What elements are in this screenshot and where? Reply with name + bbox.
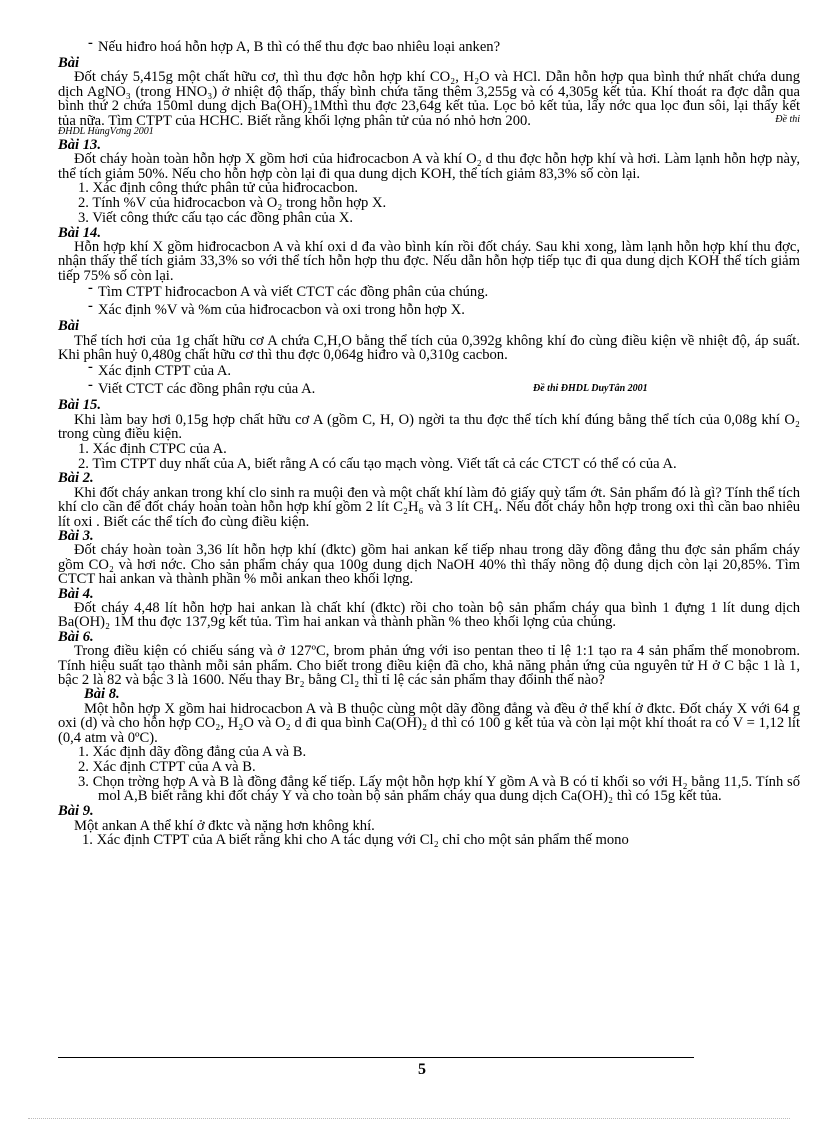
list-item: 3. Viết công thức cấu tạo các đồng phân của X. bbox=[78, 209, 354, 226]
exercise-text: Đốt cháy 4,48 lít hỗn hợp hai ankan là chất khí (đktc) rồi cho toàn bộ sản phẩm cháy qua bình 1 đựng 1 lít dung dịch Ba(OH)₂ 1M thu đợc 137,9g kết tủa. Tìm hai ankan và thành phần % theo khối lợng của chúng. bbox=[58, 599, 800, 631]
exercise-text: Khi đốt cháy ankan trong khí clo sinh ra muội đen và một chất khí làm đỏ giấy quỳ tẩm ớt. Sản phẩm đó là gì? Tính thể tích khí clo cần để đốt cháy hoàn toàn hỗn hợp khí gồm 2 lít C₂H₆ và 3 lít CH₄. Nếu đốt cháy hỗn hợp trong oxi thì cần bao nhiêu lít oxi . Biết các thể tích đo cùng điều kiện. bbox=[58, 484, 800, 530]
exercise-text: Một ankan A thể khí ở đktc và nặng hơn không khí. bbox=[74, 817, 375, 834]
exercise-title: Bài 6. bbox=[58, 628, 94, 645]
exercise-text: Đốt cháy 5,415g một chất hữu cơ, thì thu đợc hỗn hợp khí CO₂, H₂O và HCl. Dẫn hỗn hợp qua bình thứ nhất chứa dung dịch AgNO₃ (trong HNO₃) ở nhiệt độ thấp, thấy bình chứa tăng thêm 3,255g và có 4,305g kết tủa. Khí thoát ra đợc dẫn qua bình thứ 2 chứa 150ml dung dịch Ba(OH)₂1Mthì thu đợc 23,64g kết tủa. Lọc bỏ kết tủa, lấy nớc qua lọc đun sôi, lại thấy kết tủa nữa. Tìm CTPT của HCHC. Biết rằng khối lợng phân tử của nó nhỏ hơn 200. bbox=[58, 69, 800, 129]
footer-divider bbox=[58, 1057, 694, 1058]
exercise-text: Trong điều kiện có chiếu sáng và ở 127ºC, brom phản ứng với iso pentan theo tỉ lệ 1:1 tạo ra 4 sản phẩm thế monobrom. Tính hiệu suất tạo thành mỗi sản phẩm. Cho biết trong điều kiện đã cho, khả năng phản ứng của nguyên tử H ở C bậc 1 là 1, bậc 2 là 82 và bậc 3 là 1600. Nếu thay Br₂ bằng Cl₂ thì tỉ lệ các sản phẩm thay đổinh thế nào? bbox=[58, 643, 800, 688]
exercise-text: Một hỗn hợp X gồm hai hidrocacbon A và B thuộc cùng một dãy đồng đẳng và đều ở thể khí ở đktc. Đốt cháy X với 64 g oxi (d) và cho hỗn hợp CO₂, H₂O và O₂ d đi qua bình Ca(OH)₂ d thì có 100 g kết tủa và còn lại một khí thoát ra có V = 1,12 lít (0,4 atm và 0ºC). bbox=[58, 700, 800, 746]
list-item: 2. Tìm CTPT duy nhất của A, biết rằng A có cấu tạo mạch vòng. Viết tất cả các CTCT có thể có của A. bbox=[78, 455, 677, 472]
bullet-item: - Viết CTCT các đồng phân rợu của A. bbox=[58, 380, 800, 398]
bullet-item: - Nếu hiđro hoá hỗn hợp A, B thì có thể thu đợc bao nhiêu loại anken? bbox=[58, 38, 800, 56]
exercise-title: Bài 15. bbox=[58, 397, 101, 414]
list-item: 2. Xác định CTPT của A và B. bbox=[78, 758, 256, 775]
exam-source-note: ĐHDL HùngVơng 2001 bbox=[58, 126, 154, 138]
page-bottom-border bbox=[28, 1118, 790, 1119]
exercise-title: Bài 13. bbox=[58, 137, 101, 154]
exercise-title: Bài bbox=[58, 55, 80, 71]
list-item: 2. Tính %V của hiđrocacbon và O₂ trong hỗn hợp X. bbox=[78, 195, 387, 212]
bullet-item: - Xác định CTPT của A. bbox=[58, 362, 800, 380]
exercise-title: Bài 14. bbox=[58, 224, 101, 241]
document-page bbox=[58, 38, 800, 848]
bullet-item: - Tìm CTPT hiđrocacbon A và viết CTCT các đồng phân của chúng. bbox=[58, 283, 800, 301]
exercise-title: Bài 2. bbox=[58, 470, 94, 487]
exam-source-note: Đề thi bbox=[775, 114, 800, 126]
list-item: 1. Xác định CTPC của A. bbox=[78, 440, 227, 457]
exercise-text: Đốt cháy hoàn toàn 3,36 lít hỗn hợp khí (đktc) gồm hai ankan kế tiếp nhau trong dãy đồng đẳng thu đợc sản phẩm cháy gồm CO₂ và hơi nớc. Cho sản phẩm cháy qua 100g dung dịch NaOH 40% thì thấy nồng độ dung dịch còn lại 20,85%. Tìm CTCT hai ankan và thành phần % mỗi ankan theo khối lợng. bbox=[58, 542, 800, 588]
exercise-text: Khi làm bay hơi 0,15g hợp chất hữu cơ A (gồm C, H, O) ngời ta thu đợc thể tích khí đúng bằng thể tích của 0,08g khí O₂ trong cùng điều kiện. bbox=[58, 411, 800, 443]
page-number: 5 bbox=[418, 1061, 426, 1078]
exercise-text: Hỗn hợp khí X gồm hiđrocacbon A và khí oxi d đa vào bình kín rồi đốt cháy. Sau khi xong, làm lạnh hỗn hợp khí thu đợc, nhận thấy thể tích giảm 33,3% so với thể tích hỗn hợp thu đợc. Nếu dẫn hỗn hợp tiếp tục đi qua dung dịch KOH thể tích giảm tiếp 75% số còn lại. bbox=[58, 239, 800, 284]
list-item: 1. Xác định CTPT của A biết rằng khi cho A tác dụng với Cl₂ chỉ cho một sản phẩm thế mono bbox=[82, 832, 629, 849]
exercise-title: Bài 4. bbox=[58, 585, 94, 602]
exercise-text: Thể tích hơi của 1g chất hữu cơ A chứa C,H,O bằng thể tích của 0,392g không khí đo cùng điều kiện về nhiệt độ, áp suất. Khi phân huỷ 0,480g chất hữu cơ thì thu đợc 0,064g hiđro và 0,310g cacbon. bbox=[58, 332, 800, 364]
exercise-title: Bài bbox=[58, 318, 80, 335]
list-item: 1. Xác định dãy đồng đẳng của A và B. bbox=[78, 744, 307, 761]
exercise-title: Bài 3. bbox=[58, 527, 94, 544]
list-item: 1. Xác định công thức phân tử của hiđrocacbon. bbox=[78, 180, 359, 197]
exercise-title: Bài 8. bbox=[84, 686, 120, 703]
exercise-text: Đốt cháy hoàn toàn hỗn hợp X gồm hơi của hiđrocacbon A và khí O₂ d thu đợc hỗn hợp khí và hơi. Làm lạnh hỗn hợp này, thể tích giảm 50%. Nếu cho hỗn hợp còn lại đi qua dung dịch KOH, thể tích giảm 83,3% số còn lại. bbox=[58, 151, 800, 182]
exam-source-note: Đề thi ĐHDL DuyTân 2001 bbox=[533, 383, 648, 395]
list-item: 3. Chọn trờng hợp A và B là đồng đẳng kế tiếp. Lấy một hỗn hợp khí Y gồm A và B có tỉ khối so với H₂ bằng 11,5. Tính số mol A,B biết rằng khi đốt cháy Y và cho toàn bộ sản phẩm cháy qua dung dịch Ca(OH)₂ thì có 15g kết tủa. bbox=[78, 773, 800, 805]
bullet-item: - Xác định %V và %m của hiđrocacbon và oxi trong hỗn hợp X. bbox=[58, 301, 800, 319]
exercise-title: Bài 9. bbox=[58, 803, 94, 820]
